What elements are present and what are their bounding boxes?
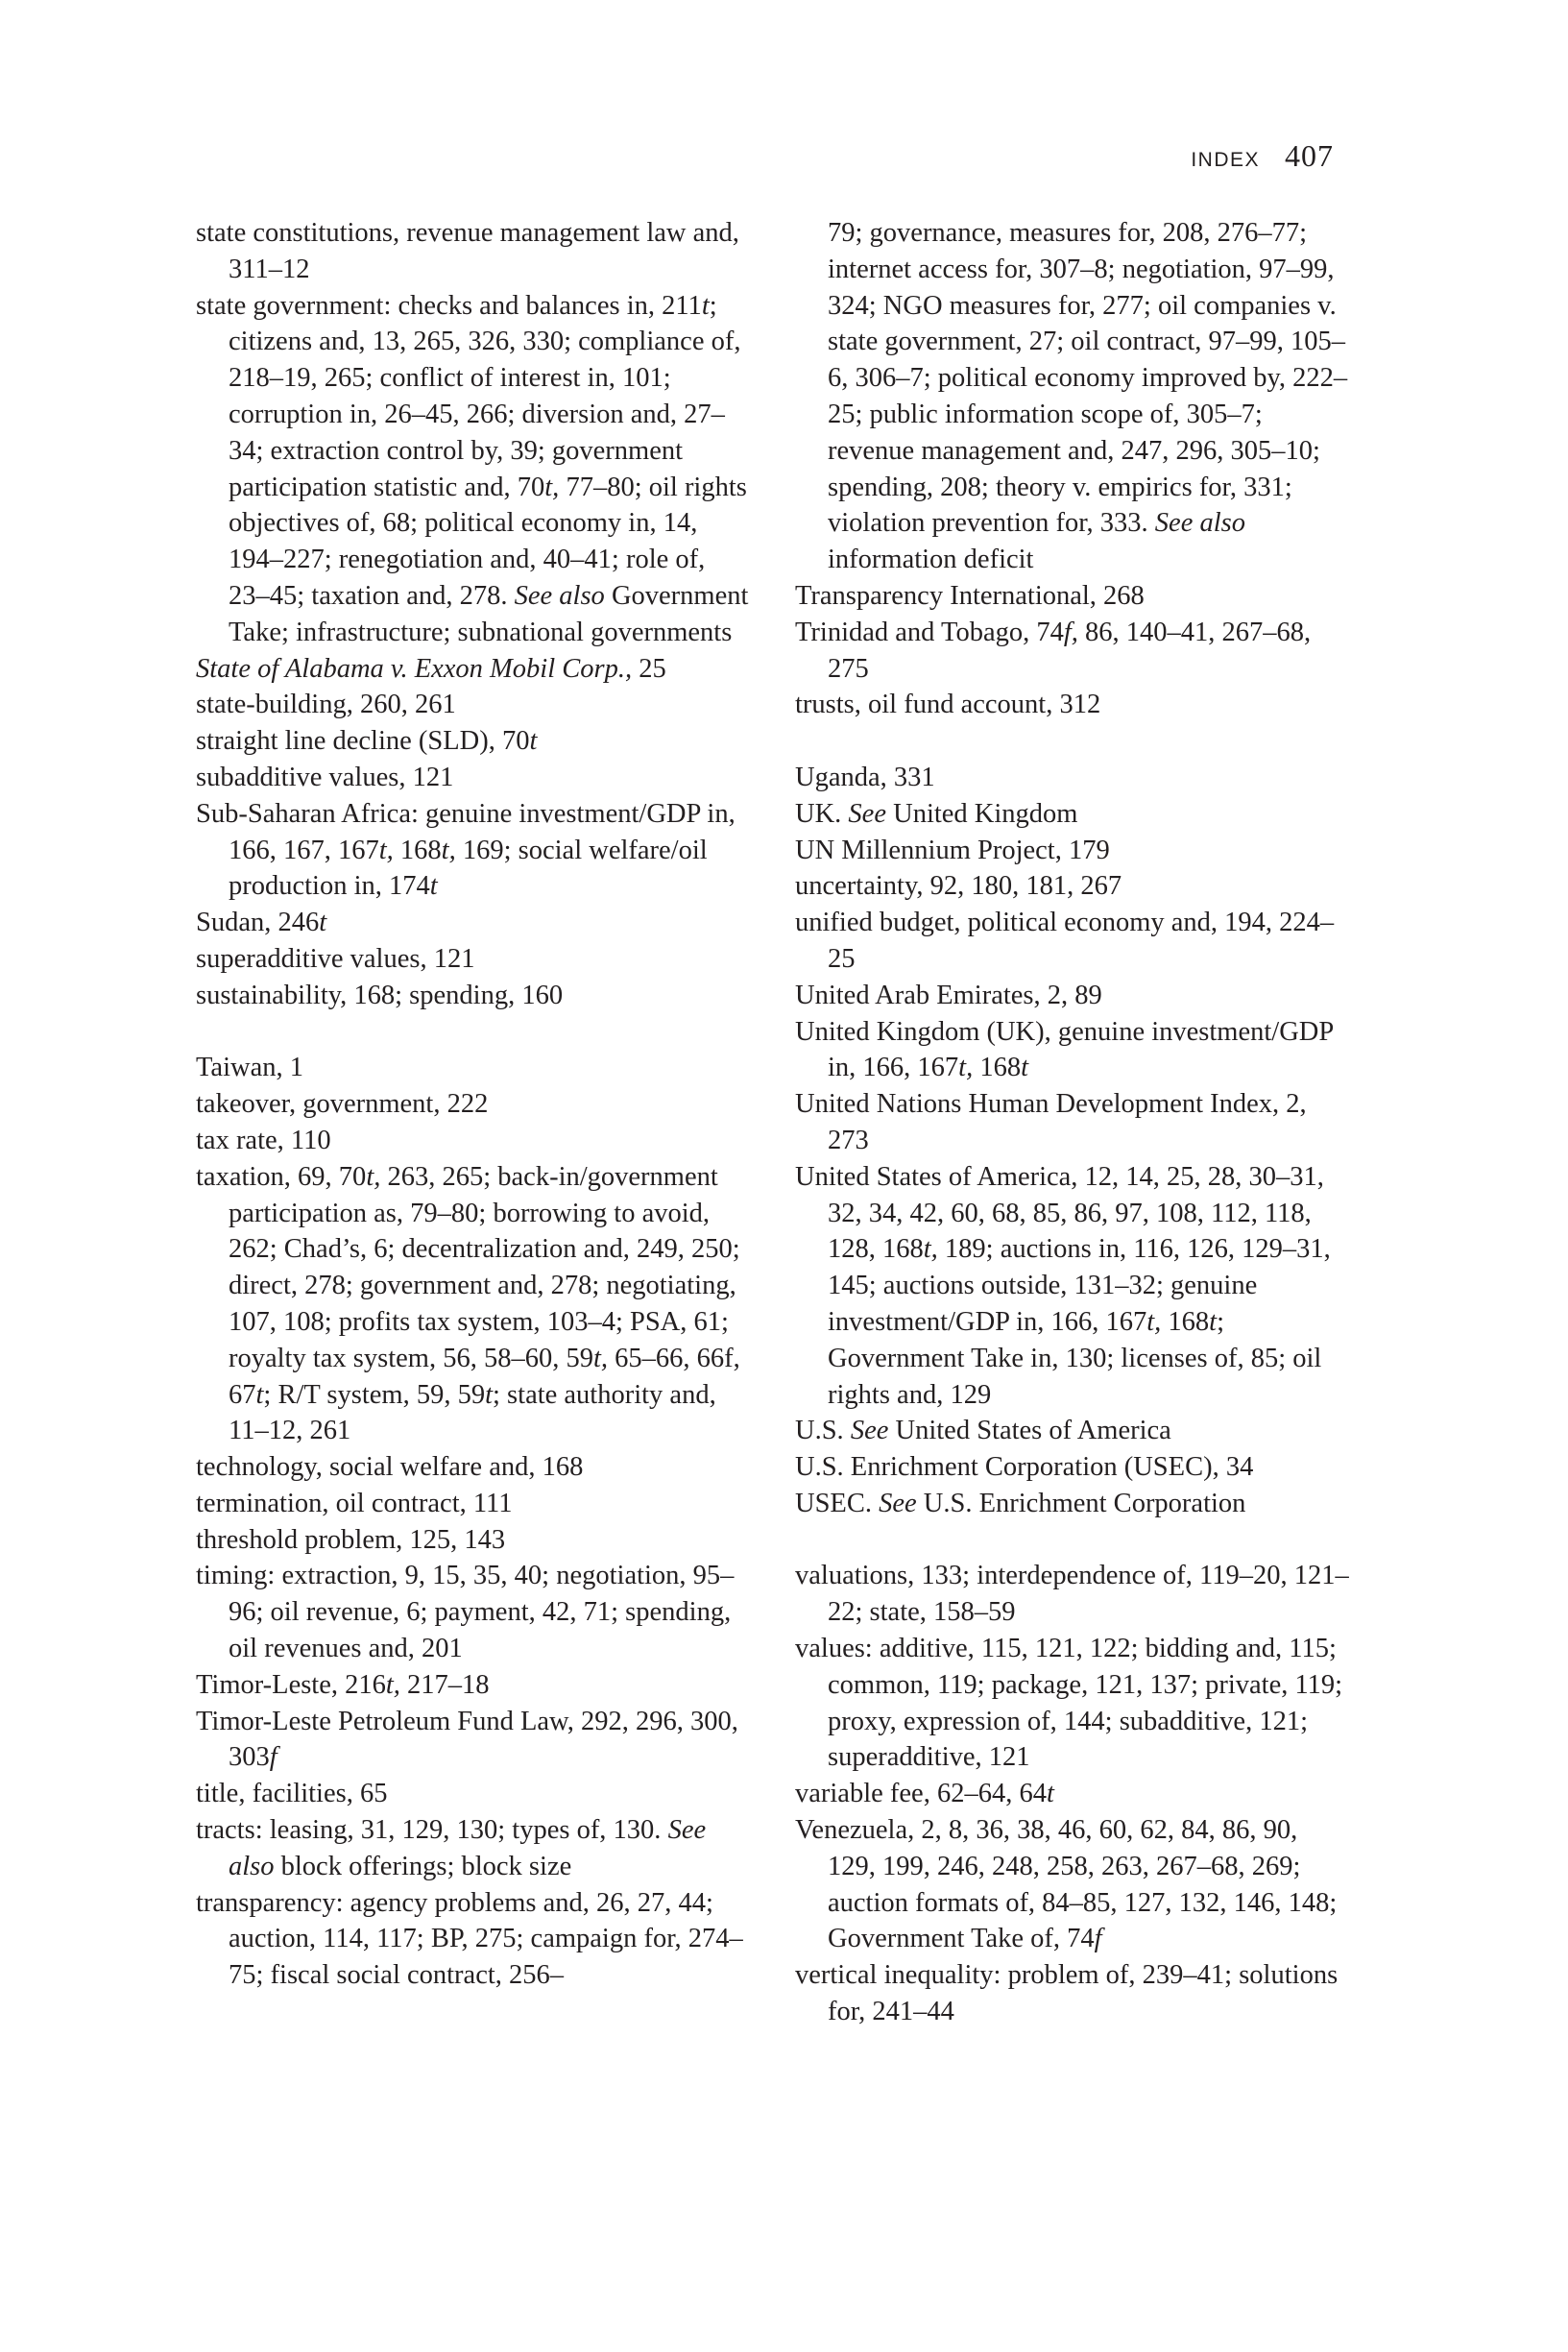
index-entry: State of Alabama v. Exxon Mobil Corp., 25 (196, 653, 666, 684)
index-entry: 79; governance, measures for, 208, 276–77; internet access for, 307–8; negotiation, 97–99, 324; NGO measures for, 277; oil companies v. state government, 27; oil contract, 97–99, 105–6, 306–7; political economy improved by, 222–25; public information scope of, 305–7; revenue management and, 247, 296, 305–10; spending, 208; theory v. empirics for, 331; violation prevention for, 333. See also information deficit (828, 218, 1348, 575)
index-entry: tracts: leasing, 31, 129, 130; types of, 130. See also block offerings; block size (196, 1815, 707, 1881)
index-entry: title, facilities, 65 (196, 1779, 388, 1809)
index-entry: timing: extraction, 9, 15, 35, 40; negotiation, 95–96; oil revenue, 6; payment, 42, 71; spending, oil revenues and, 201 (196, 1561, 735, 1664)
index-entry: uncertainty, 92, 180, 181, 267 (795, 871, 1122, 902)
index-column-left (196, 215, 753, 1994)
index-entry: United Kingdom (UK), genuine investment/GDP in, 166, 167t, 168t (795, 1016, 1334, 1083)
index-entry: superadditive values, 121 (196, 943, 475, 974)
index-entry: UK. See United Kingdom (795, 798, 1078, 829)
index-entry: takeover, government, 222 (196, 1089, 489, 1120)
page-number: 407 (1285, 138, 1334, 173)
index-entry: trusts, oil fund account, 312 (795, 690, 1101, 720)
index-entry: U.S. Enrichment Corporation (USEC), 34 (795, 1452, 1254, 1483)
index-entry: valuations, 133; interdependence of, 119–20, 121–22; state, 158–59 (795, 1561, 1349, 1628)
index-entry: Uganda, 331 (795, 762, 935, 792)
section-title: INDEX (1191, 149, 1260, 171)
index-column-right (795, 215, 1352, 2030)
index-entry: values: additive, 115, 121, 122; bidding and, 115; common, 119; package, 121, 137; private, 119; proxy, expression of, 144; subadditive, 121; superadditive, 121 (795, 1634, 1343, 1773)
index-entry: variable fee, 62–64, 64t (795, 1779, 1054, 1809)
index-entry: United States of America, 12, 14, 25, 28, 30–31, 32, 34, 42, 60, 68, 85, 86, 97, 108, 112, 118, 128, 168t, 189; auctions in, 116, 126, 129–31, 145; auctions outside, 131–32; genuine investment/GDP in, 166, 167t, 168t; Government Take in, 130; licenses of, 85; oil rights and, 129 (795, 1161, 1331, 1410)
index-entry: technology, social welfare and, 168 (196, 1452, 584, 1483)
letter-group-gap (795, 1522, 1352, 1559)
index-entry: Sub-Saharan Africa: genuine investment/GDP in, 166, 167, 167t, 168t, 169; social welfare/oil production in, 174t (196, 798, 736, 902)
index-entry: taxation, 69, 70t, 263, 265; back-in/government participation as, 79–80; borrowing to avoid, 262; Chad’s, 6; decentralization and, 249, 250; direct, 278; government and, 278; negotiating, 107, 108; profits tax system, 103–4; PSA, 61; royalty tax system, 56, 58–60, 59t, 65–66, 66f, 67t; R/T system, 59, 59t; state authority and, 11–12, 261 (196, 1161, 740, 1446)
index-entry: vertical inequality: problem of, 239–41; solutions for, 241–44 (795, 1960, 1339, 2027)
index-entry: Venezuela, 2, 8, 36, 38, 46, 60, 62, 84, 86, 90, 129, 199, 246, 248, 258, 263, 267–68, 269; auction formats of, 84–85, 127, 132, 146, 148; Government Take of, 74f (795, 1815, 1338, 1954)
index-entry: tax rate, 110 (196, 1125, 331, 1155)
index-entry: Transparency International, 268 (795, 580, 1145, 611)
index-entry: subadditive values, 121 (196, 762, 454, 792)
index-entry: Timor-Leste, 216t, 217–18 (196, 1669, 490, 1700)
index-entry: state-building, 260, 261 (196, 690, 456, 720)
index-entry: state government: checks and balances in, 211t; citizens and, 13, 265, 326, 330; compliance of, 218–19, 265; conflict of interest in, 101; corruption in, 26–45, 266; diversion and, 27–34; extraction control by, 39; government participation statistic and, 70t, 77–80; oil rights objectives of, 68; political economy in, 14, 194–227; renegotiation and, 40–41; role of, 23–45; taxation and, 278. See also Government Take; infrastructure; subnational governments (196, 290, 749, 647)
index-entry: sustainability, 168; spending, 160 (196, 980, 564, 1010)
index-entry: Sudan, 246t (196, 908, 327, 938)
index-entry: United Arab Emirates, 2, 89 (795, 980, 1102, 1010)
index-entry: United Nations Human Development Index, 2, 273 (795, 1089, 1307, 1155)
index-entry: U.S. See United States of America (795, 1416, 1171, 1446)
index-entry: termination, oil contract, 111 (196, 1488, 513, 1518)
index-entry: Taiwan, 1 (196, 1053, 303, 1083)
index-entry: UN Millennium Project, 179 (795, 835, 1110, 865)
index-entry: Timor-Leste Petroleum Fund Law, 292, 296, 300, 303f (196, 1706, 738, 1773)
index-entry: Trinidad and Tobago, 74f, 86, 140–41, 267–68, 275 (795, 617, 1312, 684)
index-entry: unified budget, political economy and, 194, 224–25 (795, 908, 1335, 974)
index-entry: transparency: agency problems and, 26, 27, 44; auction, 114, 117; BP, 275; campaign for, 274–75; fiscal social contract, 256– (196, 1887, 743, 1991)
letter-group-gap (196, 1014, 753, 1051)
index-entry: state constitutions, revenue management law and, 311–12 (196, 218, 739, 284)
index-entry: USEC. See U.S. Enrichment Corporation (795, 1488, 1246, 1518)
index-entry: threshold problem, 125, 143 (196, 1524, 506, 1555)
index-entry: straight line decline (SLD), 70t (196, 726, 538, 757)
running-head (1191, 138, 1334, 174)
letter-group-gap (795, 723, 1352, 760)
